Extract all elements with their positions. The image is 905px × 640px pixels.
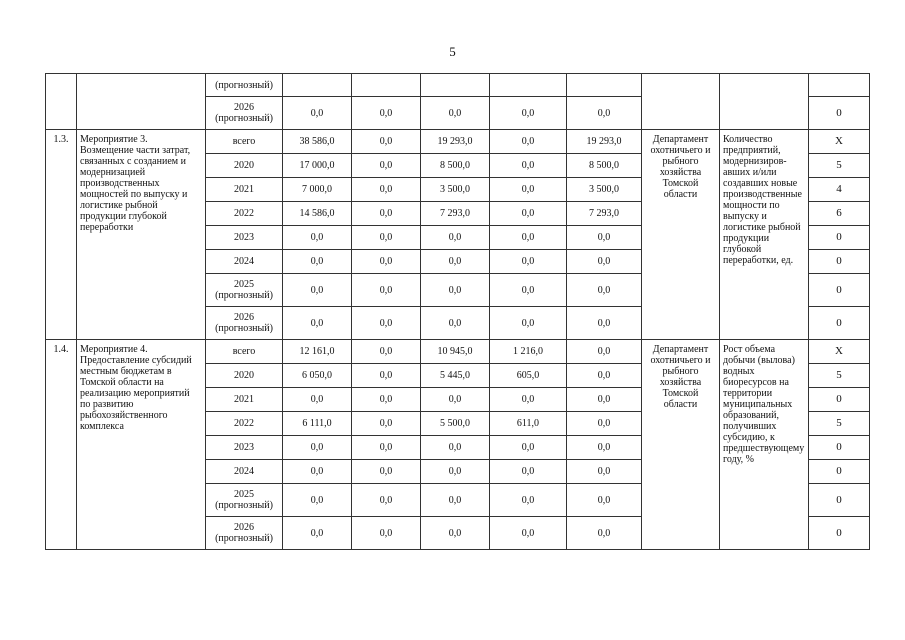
period-cell: 2025 (прогнозный) [206,484,283,517]
value-cell: 1 216,0 [490,340,567,364]
value-cell: 0,0 [567,460,642,484]
value-cell: 611,0 [490,412,567,436]
target-cell: 0 [809,226,870,250]
value-cell: 0,0 [352,154,421,178]
value-cell: 0,0 [490,460,567,484]
value-cell: 12 161,0 [283,340,352,364]
value-cell: 0,0 [352,226,421,250]
table-row [46,340,870,364]
value-cell [352,74,421,97]
value-cell: 19 293,0 [567,130,642,154]
value-cell: 0,0 [567,340,642,364]
value-cell: 7 293,0 [567,202,642,226]
value-cell: 0,0 [421,484,490,517]
value-cell: 0,0 [352,412,421,436]
value-cell: 0,0 [490,202,567,226]
value-cell: 3 500,0 [567,178,642,202]
page-number: 5 [449,44,456,59]
value-cell: 0,0 [283,460,352,484]
value-cell: 0,0 [490,388,567,412]
target-cell [809,74,870,97]
period-cell: 2021 [206,178,283,202]
value-cell: 10 945,0 [421,340,490,364]
value-cell: 0,0 [421,388,490,412]
value-cell: 0,0 [490,154,567,178]
value-cell: 0,0 [490,436,567,460]
value-cell: 0,0 [352,274,421,307]
period-cell: 2026 (прогнозный) [206,517,283,550]
period-cell: 2020 [206,154,283,178]
value-cell: 0,0 [421,226,490,250]
table-row [46,130,870,154]
period-cell: 2024 [206,250,283,274]
value-cell: 14 586,0 [283,202,352,226]
value-cell: 7 000,0 [283,178,352,202]
target-cell: 0 [809,460,870,484]
measure-number: 1.4. [46,340,77,550]
period-cell: 2023 [206,436,283,460]
value-cell: 0,0 [567,97,642,130]
value-cell: 0,0 [490,484,567,517]
target-cell: 0 [809,97,870,130]
value-cell: 605,0 [490,364,567,388]
target-cell: 6 [809,202,870,226]
value-cell: 6 050,0 [283,364,352,388]
period-cell: всего [206,130,283,154]
table-body [46,74,870,550]
value-cell: 0,0 [567,484,642,517]
target-cell: 5 [809,364,870,388]
indicator-cell [720,74,809,130]
value-cell: 0,0 [352,484,421,517]
value-cell: 0,0 [567,364,642,388]
measure-name: Мероприятие 3. Возмещение части затрат, связанных с созданием и модернизацией производственных мощностей по выпуску и логистике рыбной продукции глубокой переработки [77,130,206,340]
value-cell: 5 500,0 [421,412,490,436]
value-cell: 0,0 [490,178,567,202]
value-cell: 0,0 [421,460,490,484]
value-cell: 7 293,0 [421,202,490,226]
value-cell [283,74,352,97]
measure-name: Мероприятие 4. Предоставление субсидий местным бюджетам в Томской области на реализацию мероприятий по развитию рыбохозяйственного комплекса [77,340,206,550]
target-cell: 5 [809,412,870,436]
department-cell [642,74,720,130]
value-cell: 0,0 [567,226,642,250]
value-cell: 0,0 [421,307,490,340]
target-cell: 0 [809,250,870,274]
value-cell: 0,0 [283,226,352,250]
value-cell: 0,0 [421,274,490,307]
value-cell: 0,0 [283,517,352,550]
value-cell: 0,0 [352,178,421,202]
period-cell: 2022 [206,202,283,226]
value-cell [421,74,490,97]
target-cell: 0 [809,307,870,340]
target-cell: 0 [809,484,870,517]
value-cell: 0,0 [352,307,421,340]
period-cell: 2026 (прогнозный) [206,97,283,130]
value-cell: 0,0 [421,97,490,130]
value-cell: 0,0 [283,484,352,517]
period-cell: 2023 [206,226,283,250]
value-cell: 0,0 [283,274,352,307]
responsible-department: Департамент охотничьего и рыбного хозяйства Томской области [642,130,720,340]
value-cell: 0,0 [352,364,421,388]
responsible-department: Департамент охотничьего и рыбного хозяйства Томской области [642,340,720,550]
name-cell [77,74,206,130]
value-cell: 0,0 [421,250,490,274]
value-cell [567,74,642,97]
value-cell: 0,0 [567,307,642,340]
value-cell: 0,0 [352,388,421,412]
period-cell: 2022 [206,412,283,436]
value-cell: 0,0 [283,307,352,340]
target-cell: X [809,130,870,154]
period-cell: 2020 [206,364,283,388]
value-cell: 0,0 [421,517,490,550]
value-cell: 0,0 [352,460,421,484]
value-cell: 0,0 [567,517,642,550]
target-cell: 4 [809,178,870,202]
value-cell: 0,0 [490,517,567,550]
value-cell: 0,0 [490,250,567,274]
value-cell: 0,0 [490,130,567,154]
measure-number: 1.3. [46,130,77,340]
value-cell: 0,0 [421,436,490,460]
value-cell: 0,0 [352,250,421,274]
result-indicator: Количество предприятий, модернизировавших и/или создавших новые производственные мощности по выпуску и логистике рыбной продукции глубокой переработки, ед. [720,130,809,340]
value-cell: 0,0 [567,412,642,436]
value-cell: 38 586,0 [283,130,352,154]
value-cell: 0,0 [352,202,421,226]
value-cell: 0,0 [352,517,421,550]
budget-table [45,73,870,550]
value-cell: 19 293,0 [421,130,490,154]
target-cell: X [809,340,870,364]
value-cell: 0,0 [352,340,421,364]
value-cell: 0,0 [490,274,567,307]
period-cell: 2024 [206,460,283,484]
value-cell: 0,0 [283,436,352,460]
value-cell: 0,0 [283,250,352,274]
value-cell: 0,0 [567,388,642,412]
value-cell: 0,0 [352,97,421,130]
result-indicator: Рост объема добычи (вылова) водных биоресурсов на территории муниципальных образований, получивших субсидию, к предшествующему году, % [720,340,809,550]
target-cell: 0 [809,388,870,412]
value-cell: 0,0 [490,97,567,130]
target-cell: 0 [809,517,870,550]
value-cell: 0,0 [567,436,642,460]
value-cell: 8 500,0 [421,154,490,178]
value-cell: 0,0 [283,388,352,412]
value-cell: 6 111,0 [283,412,352,436]
period-cell: всего [206,340,283,364]
table-row [46,74,870,97]
number-cell [46,74,77,130]
target-cell: 0 [809,274,870,307]
value-cell: 0,0 [567,250,642,274]
value-cell: 5 445,0 [421,364,490,388]
value-cell: 17 000,0 [283,154,352,178]
value-cell [490,74,567,97]
value-cell: 0,0 [567,274,642,307]
period-cell: 2026 (прогнозный) [206,307,283,340]
value-cell: 0,0 [490,307,567,340]
value-cell: 0,0 [283,97,352,130]
value-cell: 0,0 [352,436,421,460]
period-cell: 2025 (прогнозный) [206,274,283,307]
value-cell: 3 500,0 [421,178,490,202]
value-cell: 0,0 [352,130,421,154]
period-cell: (прогнозный) [206,74,283,97]
value-cell: 0,0 [490,226,567,250]
value-cell: 8 500,0 [567,154,642,178]
period-cell: 2021 [206,388,283,412]
target-cell: 0 [809,436,870,460]
target-cell: 5 [809,154,870,178]
